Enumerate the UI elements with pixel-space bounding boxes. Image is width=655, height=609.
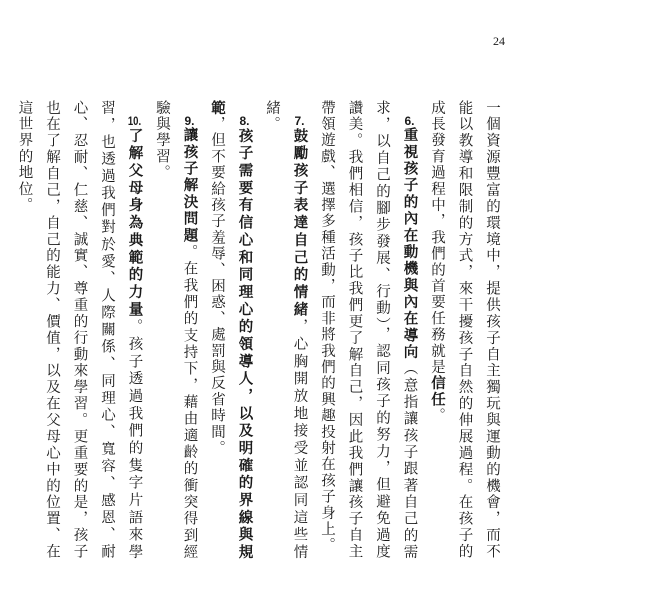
- list-item-9: [148, 100, 203, 560]
- list-number: 7.: [294, 114, 305, 127]
- paragraph-emphasis: 信任: [429, 375, 445, 408]
- list-number: 8.: [239, 114, 250, 127]
- list-item-7: [258, 100, 313, 560]
- list-item-heading: 孩子需要有信心和同理心的領導人，以及明確的界線與規範: [209, 100, 253, 560]
- page-number: 24: [493, 34, 505, 48]
- body-text: [10, 100, 505, 560]
- list-item-10: [10, 100, 148, 560]
- list-item-text: ，心胸開放地接受並認同這些情緒。: [264, 100, 308, 560]
- list-item-heading: 了解父母身為典範的力量: [126, 127, 143, 319]
- list-number: 10.: [127, 114, 142, 127]
- paragraph-text: 。: [429, 407, 445, 425]
- list-item-heading: 鼓勵孩子表達自己的情緒: [291, 127, 308, 319]
- list-item-text: 。孩子透過我們的隻字片語來學習，也透過我們對於愛、人際關係、同理心、寬容、感恩、耐心、忍耐、仁慈、誠實、尊重的行動來學習。更重要的是，孩子也在了解自己，自己的能力、價值，以及在父母心中的位置、在這世界的地位。: [16, 100, 143, 560]
- list-item-6: [313, 100, 423, 560]
- list-item-heading: 重視孩子的內在動機與內在導向: [401, 126, 418, 361]
- list-item-text: 。在我們的支持下，藉由適齡的衝突得到經驗與學習。: [154, 100, 198, 560]
- paragraph-text: 一個資源豐富的環境中，提供孩子自主獨玩與運動的機會，而不能以教導和限制的方式，來干擾孩子自然的伸展過程。在孩子的成長發育過程中，我們的首要任務就是: [429, 100, 500, 560]
- list-item-heading: 讓孩子解決問題: [181, 126, 198, 244]
- list-item-text: （意指讓孩子跟著自己的需求，以自己的腳步發展、行動），認同孩子的努力，但避免過度讚美。我們相信，孩子比我們更了解自己，因此我們讓孩子自主帶領遊戲、選擇多種活動，而非將我們的興趣投射在孩子身上。: [319, 100, 418, 560]
- list-number: 9.: [184, 114, 195, 127]
- list-item-text: ，但不要給孩子羞辱、困惑、處罰與反省時間。: [209, 116, 225, 457]
- list-number: 6.: [404, 114, 415, 127]
- paragraph-intro: [423, 100, 506, 560]
- list-item-8: [203, 100, 258, 560]
